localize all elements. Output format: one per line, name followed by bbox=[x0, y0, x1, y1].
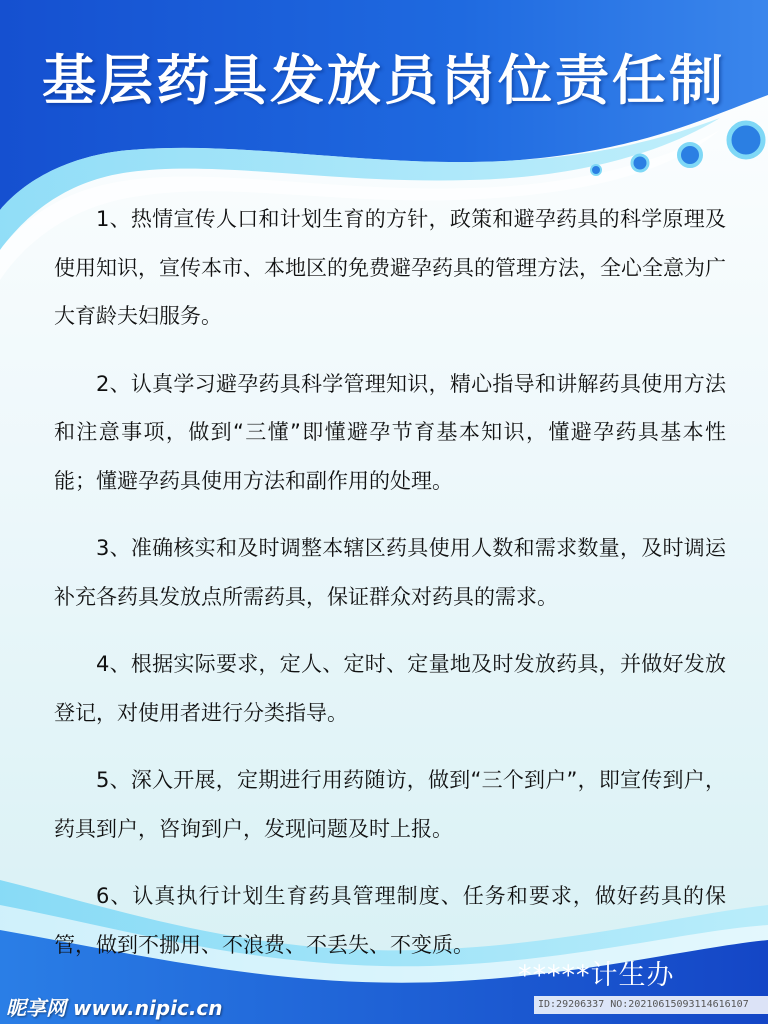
list-item: 3、准确核实和及时调整本辖区药具使用人数和需求数量，及时调运补充各药具发放点所需药具，保证群众对药具的需求。 bbox=[54, 536, 726, 609]
list-item: 5、深入开展，定期进行用药随访，做到“三个到户”，即宣传到户，药具到户，咨询到户，发现问题及时上报。 bbox=[54, 768, 726, 841]
watermark-site: 昵享网 www.nipic.cn bbox=[6, 996, 223, 1020]
decor-circle-3 bbox=[632, 155, 648, 171]
decor-circle-2 bbox=[679, 144, 701, 166]
footer-organization: *****计生办 bbox=[518, 960, 675, 991]
responsibility-list bbox=[54, 195, 726, 988]
page-title: 基层药具发放员岗位责任制 bbox=[42, 49, 726, 112]
list-item: 1、热情宣传人口和计划生育的方针，政策和避孕药具的科学原理及使用知识，宣传本市、本地区的免费避孕药具的管理方法，全心全意为广大育龄夫妇服务。 bbox=[54, 207, 726, 328]
list-item: 6、认真执行计划生育药具管理制度、任务和要求，做好药具的保管，做到不挪用、不浪费、不丢失、不变质。 bbox=[54, 884, 726, 957]
list-item: 4、根据实际要求，定人、定时、定量地及时发放药具，并做好发放登记，对使用者进行分类指导。 bbox=[54, 652, 726, 725]
decor-circle-1 bbox=[729, 123, 763, 157]
watermark-id: ID:29206337 NO:20210615093114616107 bbox=[534, 996, 768, 1014]
list-item: 2、认真学习避孕药具科学管理知识，精心指导和讲解药具使用方法和注意事项，做到“三懂”即懂避孕节育基本知识，懂避孕药具基本性能；懂避孕药具使用方法和副作用的处理。 bbox=[54, 371, 726, 493]
decor-circle-4 bbox=[591, 165, 601, 175]
